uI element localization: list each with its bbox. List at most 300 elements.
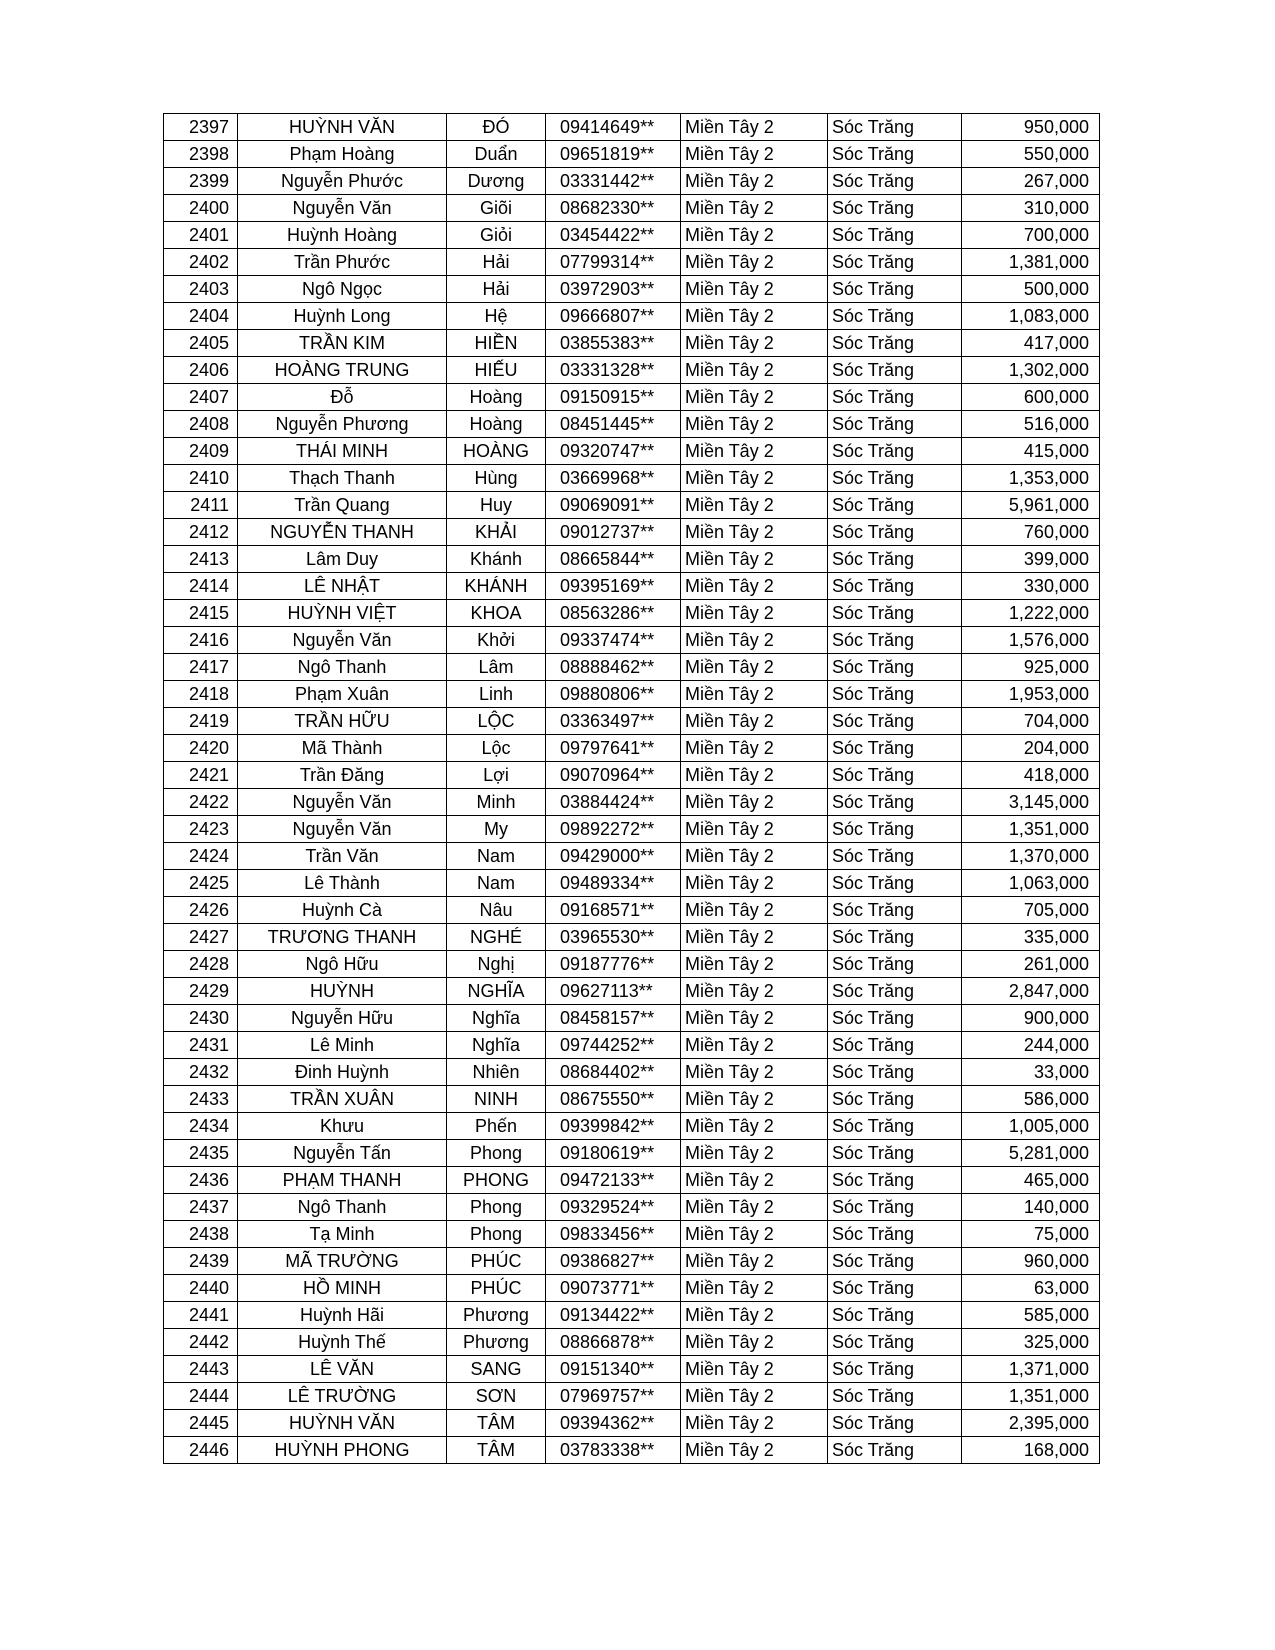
cell-mien: Miền Tây 2: [681, 249, 828, 276]
cell-stt: 2425: [164, 870, 238, 897]
cell-tinh: Sóc Trăng: [828, 600, 962, 627]
table-row: [164, 1113, 1100, 1140]
cell-so-tien: 310,000: [962, 195, 1100, 222]
cell-tinh: Sóc Trăng: [828, 1383, 962, 1410]
cell-mien: Miền Tây 2: [681, 600, 828, 627]
cell-so-tien: 75,000: [962, 1221, 1100, 1248]
cell-so-tien: 1,351,000: [962, 816, 1100, 843]
cell-tinh: Sóc Trăng: [828, 951, 962, 978]
cell-ten: Linh: [447, 681, 546, 708]
cell-so-tien: 585,000: [962, 1302, 1100, 1329]
cell-stt: 2427: [164, 924, 238, 951]
cell-ten: HIỀN: [447, 330, 546, 357]
cell-so-tien: 1,381,000: [962, 249, 1100, 276]
cell-so-dien-thoai: 09394362**: [546, 1410, 681, 1437]
cell-stt: 2422: [164, 789, 238, 816]
cell-ten: Nam: [447, 843, 546, 870]
cell-ten: Khởi: [447, 627, 546, 654]
cell-so-dien-thoai: 08458157**: [546, 1005, 681, 1032]
table-row: [164, 1005, 1100, 1032]
cell-mien: Miền Tây 2: [681, 465, 828, 492]
cell-ho-ten-dem: Thạch Thanh: [238, 465, 447, 492]
cell-tinh: Sóc Trăng: [828, 1248, 962, 1275]
cell-ho-ten-dem: Nguyễn Văn: [238, 195, 447, 222]
cell-tinh: Sóc Trăng: [828, 627, 962, 654]
cell-so-dien-thoai: 09892272**: [546, 816, 681, 843]
cell-stt: 2426: [164, 897, 238, 924]
table-row: [164, 816, 1100, 843]
cell-mien: Miền Tây 2: [681, 573, 828, 600]
cell-so-dien-thoai: 09395169**: [546, 573, 681, 600]
cell-mien: Miền Tây 2: [681, 438, 828, 465]
cell-so-tien: 465,000: [962, 1167, 1100, 1194]
cell-tinh: Sóc Trăng: [828, 276, 962, 303]
cell-stt: 2446: [164, 1437, 238, 1464]
cell-mien: Miền Tây 2: [681, 492, 828, 519]
cell-mien: Miền Tây 2: [681, 222, 828, 249]
cell-so-dien-thoai: 09386827**: [546, 1248, 681, 1275]
table-row: [164, 600, 1100, 627]
table-row: [164, 789, 1100, 816]
table-row: [164, 1140, 1100, 1167]
cell-tinh: Sóc Trăng: [828, 303, 962, 330]
table-row: [164, 1167, 1100, 1194]
cell-ten: Giõi: [447, 195, 546, 222]
cell-tinh: Sóc Trăng: [828, 1032, 962, 1059]
cell-ho-ten-dem: Ngô Thanh: [238, 654, 447, 681]
table-row: [164, 141, 1100, 168]
cell-so-dien-thoai: 03965530**: [546, 924, 681, 951]
cell-mien: Miền Tây 2: [681, 114, 828, 141]
cell-ten: Hải: [447, 276, 546, 303]
cell-ten: SƠN: [447, 1383, 546, 1410]
table-row: [164, 978, 1100, 1005]
cell-ten: NINH: [447, 1086, 546, 1113]
cell-stt: 2440: [164, 1275, 238, 1302]
table-row: [164, 249, 1100, 276]
table-row: [164, 1383, 1100, 1410]
data-table: [163, 113, 1100, 1464]
table-row: [164, 843, 1100, 870]
cell-stt: 2423: [164, 816, 238, 843]
cell-stt: 2402: [164, 249, 238, 276]
cell-tinh: Sóc Trăng: [828, 357, 962, 384]
cell-mien: Miền Tây 2: [681, 762, 828, 789]
cell-ten: Giỏi: [447, 222, 546, 249]
cell-ten: Huy: [447, 492, 546, 519]
cell-so-dien-thoai: 09651819**: [546, 141, 681, 168]
table-row: [164, 1356, 1100, 1383]
cell-ten: HIẾU: [447, 357, 546, 384]
cell-ho-ten-dem: TRƯƠNG THANH: [238, 924, 447, 951]
cell-ten: KHOA: [447, 600, 546, 627]
cell-mien: Miền Tây 2: [681, 708, 828, 735]
cell-so-dien-thoai: 09399842**: [546, 1113, 681, 1140]
cell-tinh: Sóc Trăng: [828, 465, 962, 492]
table-row: [164, 1059, 1100, 1086]
cell-ho-ten-dem: Nguyễn Văn: [238, 816, 447, 843]
cell-stt: 2400: [164, 195, 238, 222]
cell-ten: KHẢI: [447, 519, 546, 546]
cell-stt: 2441: [164, 1302, 238, 1329]
cell-ten: Dương: [447, 168, 546, 195]
cell-stt: 2410: [164, 465, 238, 492]
cell-mien: Miền Tây 2: [681, 924, 828, 951]
cell-so-dien-thoai: 09134422**: [546, 1302, 681, 1329]
table-row: [164, 1410, 1100, 1437]
table-row: [164, 627, 1100, 654]
cell-so-dien-thoai: 08682330**: [546, 195, 681, 222]
table-row: [164, 114, 1100, 141]
cell-tinh: Sóc Trăng: [828, 1356, 962, 1383]
cell-mien: Miền Tây 2: [681, 330, 828, 357]
cell-tinh: Sóc Trăng: [828, 438, 962, 465]
cell-mien: Miền Tây 2: [681, 1329, 828, 1356]
cell-stt: 2412: [164, 519, 238, 546]
cell-tinh: Sóc Trăng: [828, 924, 962, 951]
cell-so-tien: 325,000: [962, 1329, 1100, 1356]
cell-so-dien-thoai: 08684402**: [546, 1059, 681, 1086]
cell-stt: 2435: [164, 1140, 238, 1167]
cell-tinh: Sóc Trăng: [828, 573, 962, 600]
cell-tinh: Sóc Trăng: [828, 492, 962, 519]
cell-ten: Phong: [447, 1221, 546, 1248]
cell-ho-ten-dem: Đinh Huỳnh: [238, 1059, 447, 1086]
cell-mien: Miền Tây 2: [681, 870, 828, 897]
cell-so-dien-thoai: 09744252**: [546, 1032, 681, 1059]
cell-tinh: Sóc Trăng: [828, 1194, 962, 1221]
cell-so-dien-thoai: 03972903**: [546, 276, 681, 303]
cell-so-tien: 415,000: [962, 438, 1100, 465]
cell-ho-ten-dem: LÊ TRƯỜNG: [238, 1383, 447, 1410]
cell-mien: Miền Tây 2: [681, 1167, 828, 1194]
cell-so-tien: 950,000: [962, 114, 1100, 141]
cell-ho-ten-dem: TRẦN XUÂN: [238, 1086, 447, 1113]
cell-ho-ten-dem: Huỳnh Hoàng: [238, 222, 447, 249]
cell-so-tien: 1,222,000: [962, 600, 1100, 627]
cell-so-dien-thoai: 07799314**: [546, 249, 681, 276]
cell-so-tien: 960,000: [962, 1248, 1100, 1275]
table-row: [164, 897, 1100, 924]
cell-ten: SANG: [447, 1356, 546, 1383]
cell-tinh: Sóc Trăng: [828, 762, 962, 789]
cell-so-tien: 33,000: [962, 1059, 1100, 1086]
cell-ho-ten-dem: Nguyễn Văn: [238, 627, 447, 654]
cell-so-dien-thoai: 09320747**: [546, 438, 681, 465]
cell-so-tien: 600,000: [962, 384, 1100, 411]
cell-so-dien-thoai: 09069091**: [546, 492, 681, 519]
cell-stt: 2431: [164, 1032, 238, 1059]
cell-stt: 2445: [164, 1410, 238, 1437]
cell-so-dien-thoai: 09429000**: [546, 843, 681, 870]
cell-so-dien-thoai: 08675550**: [546, 1086, 681, 1113]
table-row: [164, 465, 1100, 492]
cell-mien: Miền Tây 2: [681, 141, 828, 168]
table-row: [164, 708, 1100, 735]
cell-mien: Miền Tây 2: [681, 384, 828, 411]
table-row: [164, 492, 1100, 519]
cell-mien: Miền Tây 2: [681, 735, 828, 762]
cell-tinh: Sóc Trăng: [828, 1302, 962, 1329]
cell-ten: Minh: [447, 789, 546, 816]
table-row: [164, 870, 1100, 897]
cell-so-tien: 1,351,000: [962, 1383, 1100, 1410]
cell-so-tien: 418,000: [962, 762, 1100, 789]
cell-ho-ten-dem: Trần Văn: [238, 843, 447, 870]
cell-stt: 2416: [164, 627, 238, 654]
cell-mien: Miền Tây 2: [681, 816, 828, 843]
cell-stt: 2404: [164, 303, 238, 330]
cell-mien: Miền Tây 2: [681, 411, 828, 438]
cell-mien: Miền Tây 2: [681, 1140, 828, 1167]
cell-ho-ten-dem: Tạ Minh: [238, 1221, 447, 1248]
cell-so-tien: 399,000: [962, 546, 1100, 573]
cell-tinh: Sóc Trăng: [828, 519, 962, 546]
cell-mien: Miền Tây 2: [681, 195, 828, 222]
cell-tinh: Sóc Trăng: [828, 1059, 962, 1086]
cell-ten: Lâm: [447, 654, 546, 681]
cell-so-tien: 925,000: [962, 654, 1100, 681]
cell-stt: 2424: [164, 843, 238, 870]
cell-ho-ten-dem: Ngô Thanh: [238, 1194, 447, 1221]
cell-so-tien: 500,000: [962, 276, 1100, 303]
cell-ho-ten-dem: Lâm Duy: [238, 546, 447, 573]
cell-so-dien-thoai: 09797641**: [546, 735, 681, 762]
table-row: [164, 195, 1100, 222]
cell-ho-ten-dem: Nguyễn Văn: [238, 789, 447, 816]
cell-so-tien: 1,953,000: [962, 681, 1100, 708]
cell-so-tien: 1,353,000: [962, 465, 1100, 492]
cell-ho-ten-dem: Nguyễn Tấn: [238, 1140, 447, 1167]
cell-so-dien-thoai: 09666807**: [546, 303, 681, 330]
cell-tinh: Sóc Trăng: [828, 816, 962, 843]
cell-so-dien-thoai: 09070964**: [546, 762, 681, 789]
cell-so-dien-thoai: 09472133**: [546, 1167, 681, 1194]
cell-ho-ten-dem: Ngô Hữu: [238, 951, 447, 978]
cell-stt: 2398: [164, 141, 238, 168]
table-row: [164, 762, 1100, 789]
cell-ten: KHÁNH: [447, 573, 546, 600]
cell-tinh: Sóc Trăng: [828, 195, 962, 222]
cell-ho-ten-dem: Khưu: [238, 1113, 447, 1140]
cell-stt: 2406: [164, 357, 238, 384]
cell-so-tien: 1,302,000: [962, 357, 1100, 384]
cell-stt: 2421: [164, 762, 238, 789]
cell-so-dien-thoai: 09151340**: [546, 1356, 681, 1383]
cell-so-tien: 1,576,000: [962, 627, 1100, 654]
cell-ho-ten-dem: Huỳnh Cà: [238, 897, 447, 924]
cell-so-tien: 3,145,000: [962, 789, 1100, 816]
cell-ho-ten-dem: Đỗ: [238, 384, 447, 411]
cell-ho-ten-dem: HOÀNG TRUNG: [238, 357, 447, 384]
table-row: [164, 222, 1100, 249]
cell-tinh: Sóc Trăng: [828, 1329, 962, 1356]
cell-tinh: Sóc Trăng: [828, 1167, 962, 1194]
cell-ten: PHÚC: [447, 1248, 546, 1275]
cell-so-dien-thoai: 09073771**: [546, 1275, 681, 1302]
cell-so-dien-thoai: 03454422**: [546, 222, 681, 249]
cell-ho-ten-dem: Huỳnh Long: [238, 303, 447, 330]
cell-so-tien: 700,000: [962, 222, 1100, 249]
cell-so-dien-thoai: 03855383**: [546, 330, 681, 357]
cell-so-dien-thoai: 09012737**: [546, 519, 681, 546]
cell-stt: 2414: [164, 573, 238, 600]
cell-ho-ten-dem: HUỲNH: [238, 978, 447, 1005]
cell-ten: My: [447, 816, 546, 843]
cell-stt: 2411: [164, 492, 238, 519]
cell-so-dien-thoai: 03884424**: [546, 789, 681, 816]
cell-so-dien-thoai: 09150915**: [546, 384, 681, 411]
cell-so-tien: 1,371,000: [962, 1356, 1100, 1383]
cell-mien: Miền Tây 2: [681, 1383, 828, 1410]
cell-stt: 2399: [164, 168, 238, 195]
cell-so-dien-thoai: 07969757**: [546, 1383, 681, 1410]
cell-stt: 2405: [164, 330, 238, 357]
cell-so-dien-thoai: 09833456**: [546, 1221, 681, 1248]
cell-stt: 2417: [164, 654, 238, 681]
cell-ho-ten-dem: Phạm Xuân: [238, 681, 447, 708]
cell-ho-ten-dem: Nguyễn Phước: [238, 168, 447, 195]
cell-ho-ten-dem: Lê Minh: [238, 1032, 447, 1059]
table-row: [164, 1032, 1100, 1059]
cell-mien: Miền Tây 2: [681, 681, 828, 708]
cell-tinh: Sóc Trăng: [828, 330, 962, 357]
cell-stt: 2442: [164, 1329, 238, 1356]
cell-ho-ten-dem: Nguyễn Hữu: [238, 1005, 447, 1032]
cell-stt: 2437: [164, 1194, 238, 1221]
cell-mien: Miền Tây 2: [681, 357, 828, 384]
cell-ho-ten-dem: HUỲNH VĂN: [238, 1410, 447, 1437]
cell-so-dien-thoai: 09187776**: [546, 951, 681, 978]
cell-tinh: Sóc Trăng: [828, 1275, 962, 1302]
cell-tinh: Sóc Trăng: [828, 1140, 962, 1167]
cell-so-dien-thoai: 09329524**: [546, 1194, 681, 1221]
cell-tinh: Sóc Trăng: [828, 546, 962, 573]
cell-tinh: Sóc Trăng: [828, 384, 962, 411]
cell-mien: Miền Tây 2: [681, 1086, 828, 1113]
cell-ten: ĐÓ: [447, 114, 546, 141]
cell-so-dien-thoai: 03363497**: [546, 708, 681, 735]
cell-ten: LỘC: [447, 708, 546, 735]
cell-ten: Hoàng: [447, 384, 546, 411]
cell-stt: 2415: [164, 600, 238, 627]
table-row: [164, 735, 1100, 762]
cell-stt: 2439: [164, 1248, 238, 1275]
cell-so-dien-thoai: 09168571**: [546, 897, 681, 924]
cell-mien: Miền Tây 2: [681, 789, 828, 816]
cell-stt: 2419: [164, 708, 238, 735]
cell-stt: 2430: [164, 1005, 238, 1032]
cell-mien: Miền Tây 2: [681, 168, 828, 195]
cell-mien: Miền Tây 2: [681, 843, 828, 870]
table-row: [164, 438, 1100, 465]
cell-so-dien-thoai: 03669968**: [546, 465, 681, 492]
cell-tinh: Sóc Trăng: [828, 843, 962, 870]
table-row: [164, 519, 1100, 546]
cell-mien: Miền Tây 2: [681, 951, 828, 978]
cell-ho-ten-dem: MÃ TRƯỜNG: [238, 1248, 447, 1275]
cell-so-tien: 204,000: [962, 735, 1100, 762]
cell-ho-ten-dem: Nguyễn Phương: [238, 411, 447, 438]
cell-ho-ten-dem: Ngô Ngọc: [238, 276, 447, 303]
table-row: [164, 1248, 1100, 1275]
cell-stt: 2438: [164, 1221, 238, 1248]
cell-tinh: Sóc Trăng: [828, 168, 962, 195]
cell-so-tien: 140,000: [962, 1194, 1100, 1221]
cell-mien: Miền Tây 2: [681, 1005, 828, 1032]
cell-so-tien: 900,000: [962, 1005, 1100, 1032]
cell-tinh: Sóc Trăng: [828, 870, 962, 897]
cell-so-tien: 261,000: [962, 951, 1100, 978]
cell-tinh: Sóc Trăng: [828, 735, 962, 762]
cell-ten: Lợi: [447, 762, 546, 789]
cell-ten: PHÚC: [447, 1275, 546, 1302]
cell-ho-ten-dem: LÊ NHẬT: [238, 573, 447, 600]
cell-mien: Miền Tây 2: [681, 1356, 828, 1383]
table-row: [164, 546, 1100, 573]
cell-so-dien-thoai: 09627113**: [546, 978, 681, 1005]
cell-so-tien: 168,000: [962, 1437, 1100, 1464]
cell-mien: Miền Tây 2: [681, 1113, 828, 1140]
cell-tinh: Sóc Trăng: [828, 654, 962, 681]
cell-so-tien: 586,000: [962, 1086, 1100, 1113]
cell-mien: Miền Tây 2: [681, 546, 828, 573]
cell-so-tien: 5,961,000: [962, 492, 1100, 519]
cell-ten: Phong: [447, 1194, 546, 1221]
cell-ho-ten-dem: Mã Thành: [238, 735, 447, 762]
cell-ho-ten-dem: HUỲNH PHONG: [238, 1437, 447, 1464]
cell-ten: HOÀNG: [447, 438, 546, 465]
cell-stt: 2413: [164, 546, 238, 573]
cell-mien: Miền Tây 2: [681, 627, 828, 654]
cell-mien: Miền Tây 2: [681, 1221, 828, 1248]
cell-so-tien: 1,370,000: [962, 843, 1100, 870]
cell-stt: 2397: [164, 114, 238, 141]
cell-ten: Nâu: [447, 897, 546, 924]
cell-so-tien: 244,000: [962, 1032, 1100, 1059]
cell-ten: TÂM: [447, 1437, 546, 1464]
cell-mien: Miền Tây 2: [681, 897, 828, 924]
cell-ten: NGHĨA: [447, 978, 546, 1005]
cell-mien: Miền Tây 2: [681, 303, 828, 330]
cell-tinh: Sóc Trăng: [828, 141, 962, 168]
cell-so-tien: 550,000: [962, 141, 1100, 168]
cell-ten: PHONG: [447, 1167, 546, 1194]
table-row: [164, 1302, 1100, 1329]
table-row: [164, 1437, 1100, 1464]
cell-ho-ten-dem: Lê Thành: [238, 870, 447, 897]
cell-mien: Miền Tây 2: [681, 1059, 828, 1086]
cell-ten: Duẩn: [447, 141, 546, 168]
cell-ten: NGHÉ: [447, 924, 546, 951]
cell-mien: Miền Tây 2: [681, 1194, 828, 1221]
cell-so-dien-thoai: 09489334**: [546, 870, 681, 897]
cell-ho-ten-dem: HUỲNH VĂN: [238, 114, 447, 141]
table-row: [164, 357, 1100, 384]
cell-ho-ten-dem: HUỲNH VIỆT: [238, 600, 447, 627]
table-row: [164, 573, 1100, 600]
cell-mien: Miền Tây 2: [681, 519, 828, 546]
cell-so-dien-thoai: 08563286**: [546, 600, 681, 627]
cell-mien: Miền Tây 2: [681, 654, 828, 681]
cell-so-dien-thoai: 08451445**: [546, 411, 681, 438]
cell-stt: 2401: [164, 222, 238, 249]
table-row: [164, 276, 1100, 303]
cell-so-dien-thoai: 09337474**: [546, 627, 681, 654]
table-row: [164, 384, 1100, 411]
cell-stt: 2418: [164, 681, 238, 708]
table-row: [164, 411, 1100, 438]
